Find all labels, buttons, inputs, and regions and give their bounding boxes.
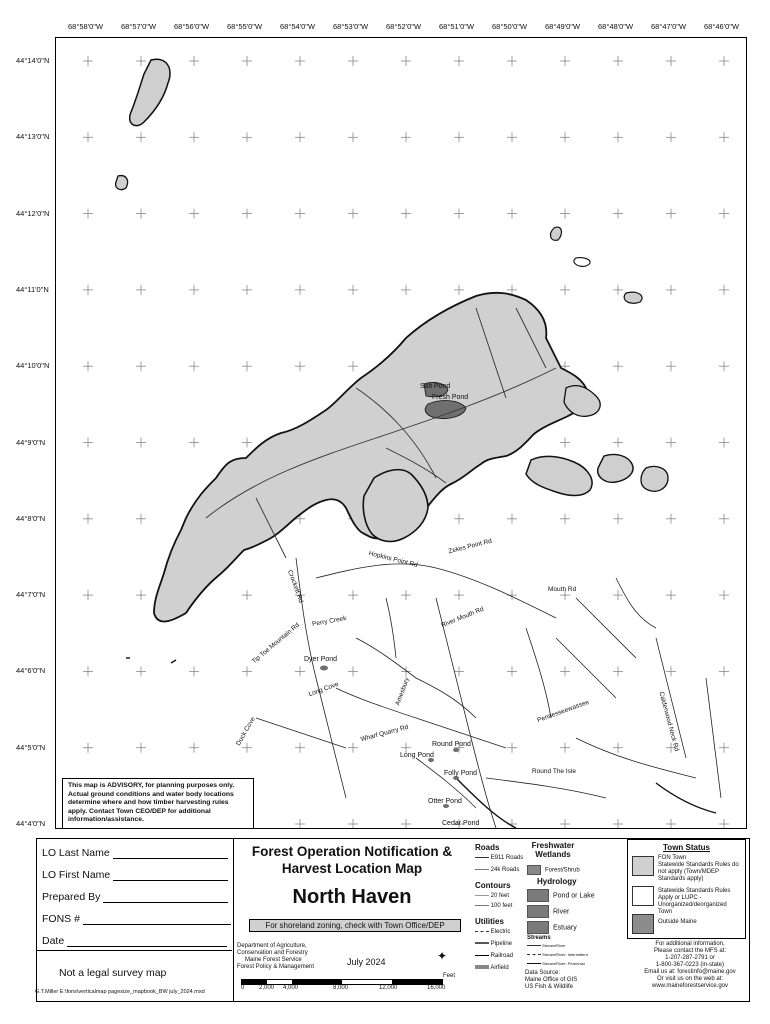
label-zekes: Zekes Point Rd <box>447 537 493 556</box>
status-fon-town: FON Town Statewide Standards Rules do not apply (Town/MDEP Standards apply) <box>658 855 739 882</box>
north-arrow-icon: ✦ <box>437 949 448 963</box>
legend-airfield: Airfield <box>475 965 509 971</box>
label-penn: Pennesseewassee <box>536 698 591 725</box>
latitude-label: 44°8'0"N <box>16 513 46 523</box>
legend-contour-100: 100 feet <box>475 903 512 909</box>
latitude-label: 44°12'0"N <box>16 208 50 218</box>
island-se2 <box>598 454 633 482</box>
legend-panel <box>36 838 750 1002</box>
label-round-pond: Round Pond <box>432 741 471 748</box>
island-north <box>130 59 170 125</box>
contact-info: For additional information, Please contact the MFS at: 1-207-287-2791 or 1-800-367-0223 (in-state) Email us at: forestinfo@maine.gov Or visit us on the web at: www.maineforestservice.gov <box>644 941 736 989</box>
longitude-label: 68°56'0"W <box>174 22 210 31</box>
islet <box>116 176 128 190</box>
label-tiptoe: Tip Toe Mountain Rd <box>250 621 301 666</box>
label-long-pond: Long Pond <box>400 752 434 759</box>
label-folly-pond: Folly Pond <box>444 770 478 777</box>
label-longcove: Long Cove <box>307 680 340 699</box>
utilities-title: Utilities <box>475 917 504 926</box>
legend-electric: Electric <box>475 929 510 935</box>
latitude-label: 44°10'0"N <box>16 361 50 371</box>
hydro-title: Hydrology <box>537 877 577 886</box>
label-hopkins: Hopkins Point Rd <box>367 550 419 569</box>
legend-pipeline: Pipeline <box>475 941 512 947</box>
legend-stream2: Stream/River: Intermittent <box>527 952 588 957</box>
town-status-title: Town Status <box>663 843 710 852</box>
label-wharf: Wharf Quarry Rd <box>359 723 410 744</box>
label-duck: Duck Cove <box>234 715 257 748</box>
label-roundisle: Round The Isle <box>532 768 576 775</box>
legend-railroad: Railroad <box>475 953 513 959</box>
longitude-label: 68°51'0"W <box>439 22 475 31</box>
label-rivermouth: River Mouth Rd <box>440 605 485 630</box>
legend-stream1: Stream/River <box>527 943 565 948</box>
longitude-label: 68°57'0"W <box>121 22 157 31</box>
label-calderwood: Calderwood Neck Rd <box>657 690 681 753</box>
swatch-statewide <box>632 886 654 906</box>
islet-east2 <box>624 292 642 303</box>
fons-field[interactable]: FONS # <box>42 913 231 925</box>
data-source: Data Source: Maine Office of GIS US Fish & Wildlife <box>525 970 578 990</box>
label-fresh-pond: Fresh Pond <box>432 394 469 401</box>
status-outside: Outside Maine <box>658 919 697 925</box>
town-status-box <box>627 839 746 939</box>
latitude-label: 44°11'0"N <box>16 284 49 294</box>
longitude-label: 68°50'0"W <box>492 22 528 31</box>
islet-east3 <box>574 258 590 267</box>
lo-last-name-field[interactable]: LO Last Name <box>42 847 228 859</box>
longitude-label: 68°53'0"W <box>333 22 369 31</box>
legend-forest-shrub: Forest/Shrub <box>527 865 580 875</box>
latitude-label: 44°7'0"N <box>16 590 46 600</box>
island-se3 <box>641 466 668 491</box>
latitude-label: 44°13'0"N <box>16 132 50 142</box>
latitude-label: 44°4'0"N <box>16 819 46 828</box>
longitude-label: 68°58'0"W <box>68 22 104 31</box>
streams-title: Streams <box>527 935 551 941</box>
dyer-pond <box>320 666 328 671</box>
label-crockett: Crockett Rd <box>286 569 305 604</box>
scale-unit: Feet <box>443 973 456 979</box>
department: Department of Agriculture, Conservation and Forestry Maine Forest Service Forest Policy & Management <box>237 943 315 970</box>
legend-river: River <box>527 905 569 918</box>
legend-road-24k: 24k Roads <box>475 867 519 873</box>
label-amesbury: Amesbury <box>394 676 411 707</box>
legend-estuary: Estuary <box>527 921 577 934</box>
longitude-label: 68°49'0"W <box>545 22 581 31</box>
map-date: July 2024 <box>347 957 386 967</box>
longitude-label: 68°46'0"W <box>704 22 740 31</box>
legend-contour-20: 20 feet <box>475 893 509 899</box>
date-field[interactable]: Date <box>42 935 227 947</box>
legend-road-e911: E911 Roads <box>475 855 523 861</box>
legend-stream3: Stream/River: Perennial <box>527 961 585 966</box>
swatch-fon-town <box>632 856 654 876</box>
longitude-label: 68°52'0"W <box>386 22 422 31</box>
shoreland-note: For shoreland zoning, check with Town Office/DEP <box>249 919 461 932</box>
contours-title: Contours <box>475 881 511 890</box>
map-frame[interactable] <box>55 37 747 829</box>
label-salt-pond: Salt Pond <box>420 383 451 390</box>
longitude-label: 68°54'0"W <box>280 22 316 31</box>
swatch-outside <box>632 914 654 934</box>
label-otter-pond: Otter Pond <box>428 798 462 805</box>
status-statewide: Statewide Standards Rules Apply or LUPC - Unorganized/deorganized Town <box>658 888 731 915</box>
town-name: North Haven <box>292 886 412 908</box>
main-island <box>154 293 587 622</box>
islet-east1 <box>551 227 562 240</box>
advisory-note: This map is ADVISORY, for planning purposes only. Actual ground conditions and water body locations determine where and how timber harvesting rules apply. Contact Town CEO/DEP for additional information/assistance. <box>62 778 254 829</box>
wetlands-title: Freshwater Wetlands <box>531 841 575 859</box>
prepared-by-field[interactable]: Prepared By <box>42 891 228 903</box>
file-path: G.T.Miller E:\fons\verticalmap pagesize_mapbook_BW july_2024.mxd <box>35 989 205 995</box>
roads-title: Roads <box>475 843 500 852</box>
not-survey-note: Not a legal survey map <box>59 967 167 979</box>
legend-pond: Pond or Lake <box>527 889 595 902</box>
latitude-label: 44°14'0"N <box>16 56 50 65</box>
label-cedar-pond: Cedar Pond <box>442 820 480 827</box>
longitude-label: 68°47'0"W <box>651 22 687 31</box>
title-line2: Harvest Location Map <box>281 861 423 876</box>
longitude-label: 68°55'0"W <box>227 22 263 31</box>
map-canvas[interactable] <box>56 38 746 828</box>
latitude-label: 44°6'0"N <box>16 666 46 676</box>
label-dyer-pond: Dyer Pond <box>304 656 338 663</box>
title-line1: Forest Operation Notification & <box>251 844 453 859</box>
round-pond <box>453 748 459 752</box>
latitude-label: 44°5'0"N <box>16 742 46 752</box>
island-se1 <box>526 456 592 495</box>
label-mouth: Mouth Rd <box>548 586 577 593</box>
longitude-label: 68°48'0"W <box>598 22 634 31</box>
latitude-label: 44°9'0"N <box>16 437 46 447</box>
lo-first-name-field[interactable]: LO First Name <box>42 869 228 881</box>
scale-labels: 0 2,000 4,000 8,000 12,000 16,000 <box>241 985 446 991</box>
label-perry: Perry Creek <box>311 615 348 628</box>
